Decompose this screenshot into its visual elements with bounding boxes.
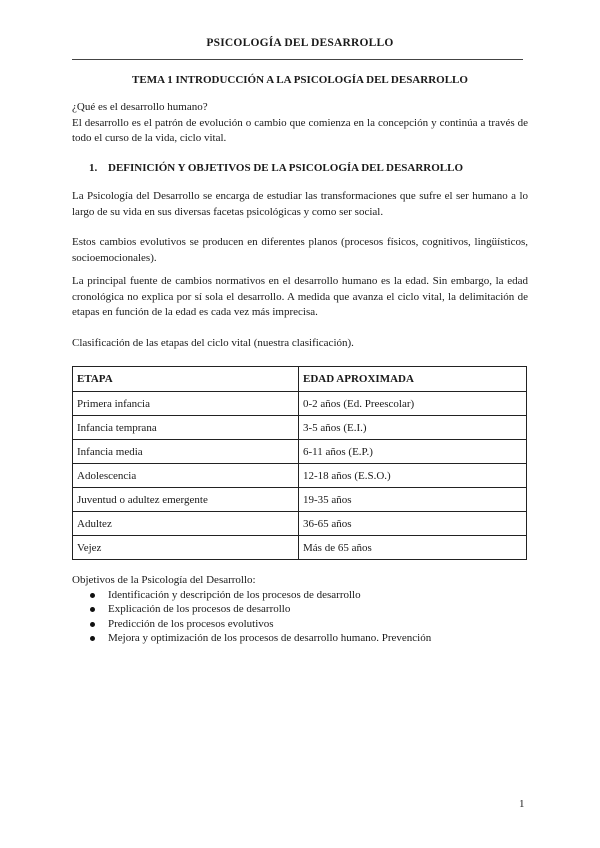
table-row xyxy=(73,416,527,440)
objectives-list xyxy=(72,588,431,645)
age-cell: 0-2 años (Ed. Preescolar) xyxy=(299,392,527,416)
page-number: 1 xyxy=(519,798,525,810)
table-row xyxy=(73,512,527,536)
bullet-icon xyxy=(90,622,95,627)
header-rule xyxy=(72,59,523,60)
stage-cell: Infancia temprana xyxy=(73,416,299,440)
paragraph: Estos cambios evolutivos se producen en diferentes planos (procesos físicos, cognitivos, lingüísticos, socioemocionales). xyxy=(72,236,528,264)
age-cell: 36-65 años xyxy=(299,512,527,536)
stage-cell: Adolescencia xyxy=(73,464,299,488)
list-item-text: Identificación y descripción de los procesos de desarrollo xyxy=(108,589,361,601)
table-row xyxy=(73,488,527,512)
stage-cell: Juventud o adultez emergente xyxy=(73,488,299,512)
table-row xyxy=(73,440,527,464)
objectives-title: Objetivos de la Psicología del Desarrollo: xyxy=(72,574,256,586)
intro-question: ¿Qué es el desarrollo humano? xyxy=(72,101,208,113)
list-item-text: Mejora y optimización de los procesos de desarrollo humano. Prevención xyxy=(108,631,432,644)
table-row xyxy=(73,464,527,488)
section-number: 1. xyxy=(89,162,98,174)
column-header-age: EDAD APROXIMADA xyxy=(299,367,527,392)
section-title: DEFINICIÓN Y OBJETIVOS DE LA PSICOLOGÍA DEL DESARROLLO xyxy=(108,162,464,174)
paragraph: La Psicología del Desarrollo se encarga de estudiar las transformaciones que sufre el ser humano a lo largo de su vida en sus diversas facetas psicológicas y como ser social. xyxy=(72,190,528,218)
age-cell: 3-5 años (E.I.) xyxy=(299,416,527,440)
chapter-title: TEMA 1 INTRODUCCIÓN A LA PSICOLOGÍA DEL DESARROLLO xyxy=(132,74,468,86)
age-cell: 6-11 años (E.P.) xyxy=(299,440,527,464)
age-cell: 12-18 años (E.S.O.) xyxy=(299,464,527,488)
running-header: PSICOLOGÍA DEL DESARROLLO xyxy=(206,37,394,49)
list-item-text: Predicción de los procesos evolutivos xyxy=(108,617,274,630)
list-item xyxy=(72,602,431,616)
bullet-icon xyxy=(90,636,95,641)
list-item-text: Explicación de los procesos de desarrollo xyxy=(108,603,291,616)
stage-cell: Infancia media xyxy=(73,440,299,464)
stage-cell: Adultez xyxy=(73,512,299,536)
bullet-icon xyxy=(90,593,95,598)
intro-answer: El desarrollo es el patrón de evolución o cambio que comienza en la concepción y continúa a través de todo el curso de la vida, ciclo vital. xyxy=(72,116,528,144)
list-item xyxy=(72,617,431,631)
paragraph: La principal fuente de cambios normativos en el desarrollo humano es la edad. Sin embargo, la edad cronológica no explica por sí sola el desarrollo. A medida que avanza el ciclo vital, la delimitación de etapas en función de la edad es cada vez más imprecisa. xyxy=(72,275,528,318)
age-cell: Más de 65 años xyxy=(299,536,527,560)
column-header-stage: ETAPA xyxy=(73,367,299,392)
table-header-row xyxy=(73,367,527,392)
stage-cell: Vejez xyxy=(73,536,299,560)
table-row xyxy=(73,536,527,560)
table-caption: Clasificación de las etapas del ciclo vital (nuestra clasificación). xyxy=(72,337,354,349)
section-heading xyxy=(89,162,463,174)
bullet-icon xyxy=(90,607,95,612)
table-row xyxy=(73,392,527,416)
life-stages-table xyxy=(72,366,527,560)
stage-cell: Primera infancia xyxy=(73,392,299,416)
list-item xyxy=(72,631,431,645)
age-cell: 19-35 años xyxy=(299,488,527,512)
list-item xyxy=(72,588,431,602)
intro-block xyxy=(72,100,528,147)
